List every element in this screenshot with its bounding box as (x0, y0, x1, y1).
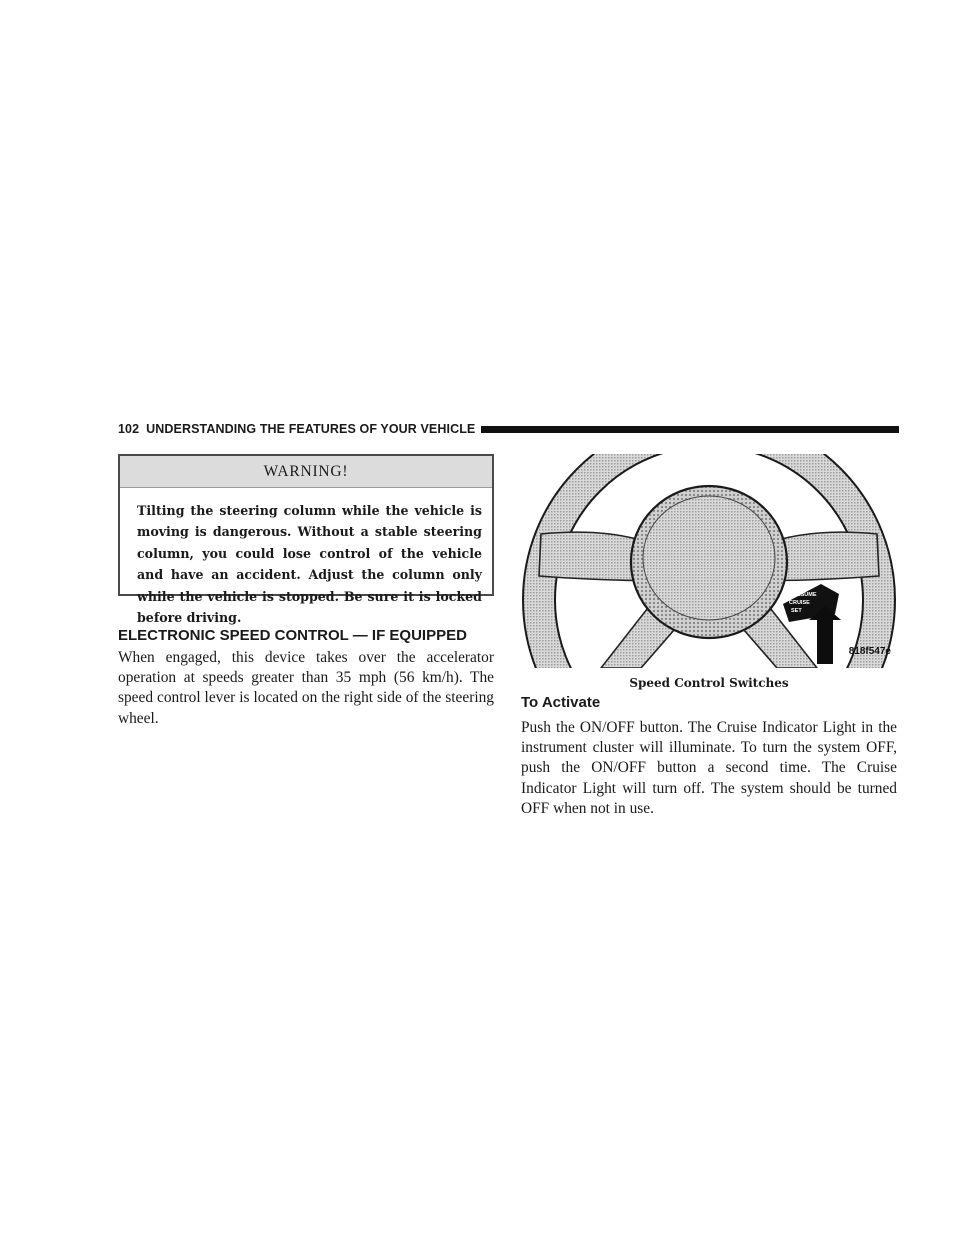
figure-caption: Speed Control Switches (629, 676, 789, 690)
lever-label-cruise: CRUISE (789, 600, 810, 606)
lever-label-set: SET (791, 608, 802, 614)
page-number: 102 (118, 422, 140, 436)
speed-control-paragraph: When engaged, this device takes over the accelerator operation at speeds greater than 35 mph (56 km/h). The speed control lever is located on the right side of the steering wheel. (118, 649, 494, 727)
figure-code: 818f547e (848, 646, 891, 657)
warning-box (118, 454, 494, 626)
section-title: UNDERSTANDING THE FEATURES OF YOUR VEHICLE (146, 422, 476, 436)
to-activate-paragraph: Push the ON/OFF button. The Cruise Indicator Light in the instrument cluster will illuminate. To turn the system OFF, push the ON/OFF button a second time. The Cruise Indicator Light will turn off. The system should be turned OFF when not in use. (521, 719, 897, 817)
steering-wheel-hub (631, 486, 787, 638)
steering-wheel-figure (521, 454, 897, 668)
steering-wheel-illustration (521, 454, 897, 668)
warning-text: Tilting the steering column while the vehicle is moving is dangerous. Without a stable steering column, you could lose control of the vehicle and have an accident. Adjust the column only while the vehicle is stopped. Be sure it is locked before driving. (137, 503, 482, 626)
warning-title: WARNING! (263, 462, 349, 480)
running-header (118, 419, 899, 439)
speed-control-heading: ELECTRONIC SPEED CONTROL — IF EQUIPPED (118, 627, 467, 644)
lever-label-resume: RESUME (793, 592, 817, 598)
warning-title-bar (120, 456, 492, 488)
header-rule (481, 426, 899, 433)
to-activate-heading: To Activate (521, 694, 601, 711)
